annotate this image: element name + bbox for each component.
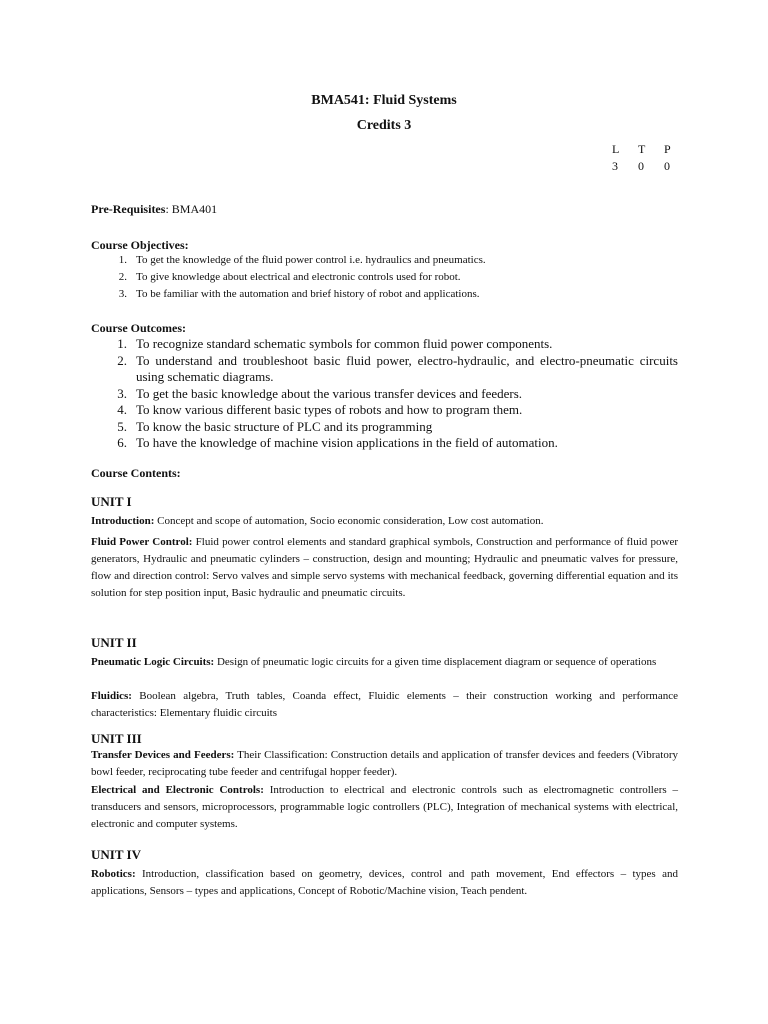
list-item: 3. To get the basic knowledge about the various transfer devices and feeders. (117, 385, 523, 401)
list-item: 3. To be familiar with the automation and brief history of robot and applications. (118, 288, 480, 300)
unit-1-paragraph-1: Introduction: Concept and scope of automation, Socio economic consideration, Low cost automation. (91, 515, 544, 527)
list-item: 2. To give knowledge about electrical and electronic controls used for robot. (118, 271, 461, 283)
objectives-list (91, 252, 691, 303)
list-item: 1. To get the knowledge of the fluid power control i.e. hydraulics and pneumatics. (118, 254, 486, 266)
prerequisites-value: : BMA401 (165, 202, 218, 216)
course-credits: Credits 3 (356, 118, 412, 133)
list-item: 2. To understand and troubleshoot basic fluid power, electro-hydraulic, and electro-pneumatic circuits using schematic diagrams. (117, 352, 678, 384)
unit-2-paragraph-2: Fluidics: Boolean algebra, Truth tables, Coanda effect, Fluidic elements – their construction working and performance characteristics: Elementary fluidic circuits (91, 690, 678, 719)
ltp-value-p: 0 (664, 159, 670, 173)
prerequisites (91, 202, 217, 217)
unit-2-title: UNIT II (91, 635, 137, 650)
course-title: BMA541: Fluid Systems (311, 93, 457, 108)
unit-1-paragraph-2: Fluid Power Control: Fluid power control elements and standard graphical symbols, Construction and performance of fluid power generators, Hydraulic and pneumatic cylinders – construction, design and mounting; Hydraulic and pneumatic valves for pressure, flow and direction control: Servo valves and simple servo systems with mechanical feedback, governing differential equation and its solution for step position input, Basic hydraulic and pneumatic circuits. (91, 536, 678, 599)
prerequisites-label: Pre-Requisites (91, 202, 166, 216)
ltp-value-l: 3 (612, 159, 618, 173)
ltp-value-row (612, 159, 692, 174)
objectives-heading: Course Objectives: (91, 238, 189, 252)
unit-1-title: UNIT I (91, 494, 132, 509)
unit-3-paragraph-2: Electrical and Electronic Controls: Introduction to electrical and electronic controls such as electromagnetic controllers – transducers and sensors, microprocessors, programmable logic controllers (PLC), Integration of mechanical systems with electrical, electronic and computer systems. (91, 784, 678, 830)
unit-4-paragraph-1: Robotics: Introduction, classification based on geometry, devices, control and path movement, End effectors – types and applications, Sensors – types and applications, Concept of Robotic/Machine vision, Teach pendent. (91, 868, 678, 897)
outcomes-heading: Course Outcomes: (91, 321, 186, 335)
contents-heading: Course Contents: (91, 466, 181, 480)
unit-3-title: UNIT III (91, 731, 142, 746)
ltp-header-t: T (638, 142, 646, 156)
unit-4-title: UNIT IV (91, 847, 141, 862)
unit-3-paragraph-1: Transfer Devices and Feeders: Their Classification: Construction details and application of transfer devices and feeders (Vibratory bowl feeder, reciprocating tube feeder and centrifugal hopper feeder). (91, 749, 678, 778)
list-item: 5. To know the basic structure of PLC and its programming (117, 418, 433, 434)
ltp-table (612, 142, 692, 174)
list-item: 6. To have the knowledge of machine vision applications in the field of automation. (117, 435, 558, 450)
ltp-header-row (612, 142, 692, 157)
ltp-header-l: L (612, 142, 620, 156)
ltp-header-p: P (664, 142, 671, 156)
list-item: 4. To know various different basic types of robots and how to program them. (117, 402, 523, 417)
outcomes-list (91, 336, 678, 452)
list-item: 1. To recognize standard schematic symbols for common fluid power components. (117, 336, 553, 351)
ltp-value-t: 0 (638, 159, 644, 173)
unit-2-paragraph-1: Pneumatic Logic Circuits: Design of pneumatic logic circuits for a given time displacement diagram or sequence of operations (91, 656, 657, 668)
